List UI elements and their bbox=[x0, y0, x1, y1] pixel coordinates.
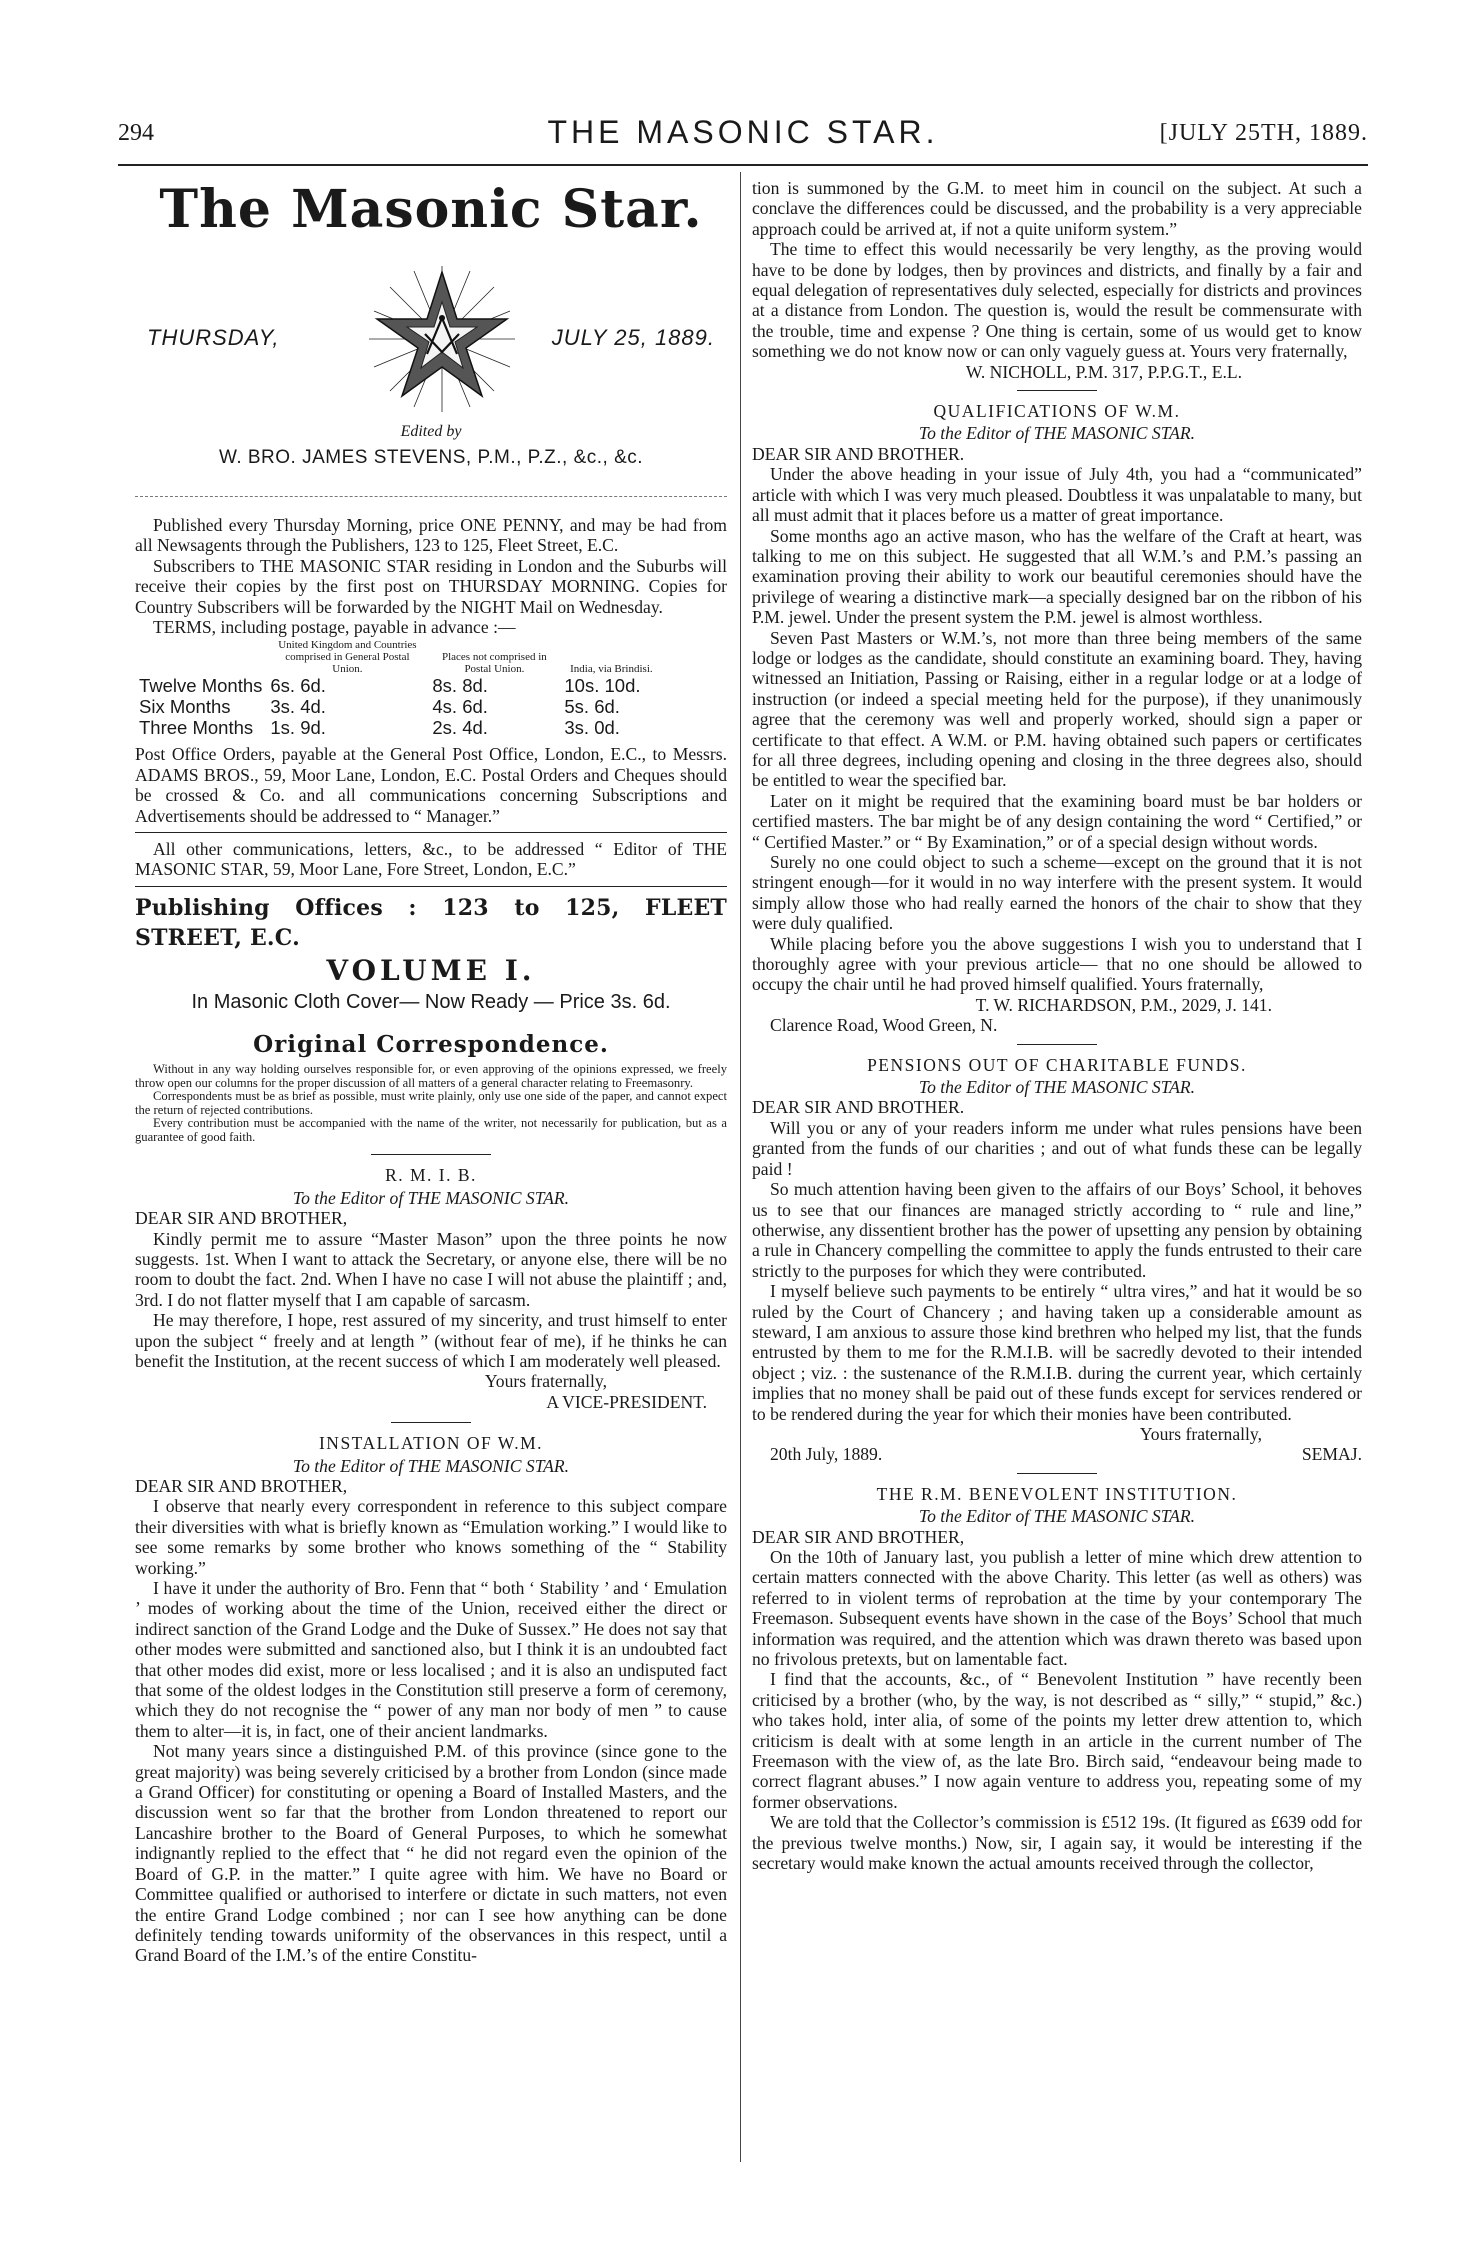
article-title: INSTALLATION OF W.M. bbox=[318, 1433, 544, 1454]
terms-intro: TERMS, including postage, payable in advance :— bbox=[153, 617, 516, 638]
volume-line: In Masonic Cloth Cover— Now Ready — Price 3s. 6d. bbox=[191, 990, 671, 1013]
closing: Yours fraternally, bbox=[1139, 1423, 1262, 1444]
letter-paragraph: Later on it might be required that the examining board must be bar holders or certified masters. The bar might be of any design containing the word “ Certified,” or “ Certified Master.” or “ By Examination,” or of a special design without words. bbox=[752, 790, 1362, 852]
letter-paragraph: tion is summoned by the G.M. to meet him in council on the subject. At such a conclave the differences could be discussed, and the probability is a very appreciable approach could be arrived at, if not a quite uniform system.” bbox=[752, 178, 1362, 239]
letter-paragraph: I myself believe such payments to be entirely “ ultra vires,” and hat it would be so ruled by the Court of Chancery ; and having taken up a considerable amount as steward, I am anxious to assure those kind brethren who helped my list, that the funds entrusted by them to me for the R.M.I.B. will be sacredly devoted to their intended object ; viz. : the sustenance of the R.M.I.B. during the current year, which certainly implies that no money shall be paid out of these funds except for services rendered or to be rendered during the year for which their monies have been contributed. bbox=[752, 1281, 1362, 1424]
correspondence-notes bbox=[135, 1063, 727, 1144]
sender-place: Clarence Road, Wood Green, N. bbox=[770, 1015, 998, 1036]
signature: T. W. RICHARDSON, P.M., 2029, J. 141. bbox=[975, 994, 1272, 1015]
terms-header: Places not comprised in Postal Union. bbox=[441, 651, 547, 676]
original-correspondence-heading: Original Correspondence. bbox=[253, 1030, 609, 1058]
short-rule bbox=[371, 1154, 491, 1155]
correspondence-note: Without in any way holding ourselves responsible for, or even approving of the opinions expressed, we freely throw open our columns for the proper discussion of all matters of a general character relating to Freemasonry. bbox=[135, 1062, 727, 1090]
terms-price: 3s. 0d. bbox=[564, 717, 620, 739]
subscription-terms-table bbox=[135, 639, 662, 738]
terms-price: 1s. 9d. bbox=[270, 717, 326, 739]
article-title: PENSIONS OUT OF CHARITABLE FUNDS. bbox=[867, 1054, 1247, 1075]
signature: W. NICHOLL, P.M. 317, P.P.G.T., E.L. bbox=[965, 361, 1242, 382]
subscriber-info: Subscribers to THE MASONIC STAR residing in London and the Suburbs will receive their copies by the first post on THURSDAY MORNING. Copies for Country Subscribers will be forwarded by the NIGHT Mail on Wednesday. bbox=[135, 555, 727, 617]
left-column bbox=[135, 178, 727, 1966]
salutation: DEAR SIR AND BROTHER, bbox=[135, 1475, 348, 1496]
column-divider bbox=[740, 172, 741, 2162]
section-rule bbox=[135, 832, 727, 833]
article-address: To the Editor of THE MASONIC STAR. bbox=[918, 1077, 1196, 1098]
terms-price: 4s. 6d. bbox=[432, 696, 488, 718]
right-column bbox=[752, 178, 1362, 1874]
letter-paragraph: Surely no one could object to such a scheme—except on the ground that it is not stringent enough—for it would in no way interfere with the present system. It would simply allow those who had really earned the honors of the chair to show that they were duly qualified. bbox=[752, 852, 1362, 934]
orders-info: Post Office Orders, payable at the General Post Office, London, E.C., to Messrs. ADAMS BROS., 59, Moor Lane, London, E.C. Postal Orders and Cheques should be crossed & Co. and all communications concerning Subscriptions and Advertisements should be addressed to “ Manager.” bbox=[135, 744, 727, 826]
publishing-offices: Publishing Offices : 123 to 125, FLEET STREET, E.C. bbox=[135, 894, 727, 951]
masthead-day: THURSDAY, bbox=[147, 325, 280, 350]
article-address: To the Editor of THE MASONIC STAR. bbox=[918, 1506, 1196, 1527]
masthead-edited-by: Edited by bbox=[400, 423, 462, 440]
terms-price: 6s. 6d. bbox=[270, 675, 326, 697]
masthead bbox=[135, 178, 727, 488]
header-rule bbox=[118, 164, 1368, 166]
volume-heading: VOLUME I. bbox=[326, 953, 536, 987]
star-square-compass-emblem-icon bbox=[367, 264, 517, 414]
correspondence-note: Correspondents must be as brief as possible, must write plainly, only use one side of the paper, and cannot expect the return of rejected contributions. bbox=[135, 1089, 727, 1117]
masthead-rule bbox=[135, 496, 727, 497]
letter-paragraph: Under the above heading in your issue of July 4th, you had a “communicated” article with which I was very much pleased. Doubtless it was unpalatable to many, but all must admit that it places before us a matter of great importance. bbox=[752, 464, 1362, 526]
terms-row bbox=[135, 717, 662, 738]
terms-header: United Kingdom and Countries comprised in General Postal Union. bbox=[278, 639, 417, 676]
correspondence-note: Every contribution must be accompanied with the name of the writer, not necessarily for publication, but as a guarantee of good faith. bbox=[135, 1116, 727, 1144]
article-title: R. M. I. B. bbox=[385, 1165, 477, 1186]
short-rule bbox=[391, 1422, 471, 1423]
terms-price: 10s. 10d. bbox=[564, 675, 641, 697]
article-address: To the Editor of THE MASONIC STAR. bbox=[292, 1187, 570, 1208]
article-title: THE R.M. BENEVOLENT INSTITUTION. bbox=[876, 1483, 1238, 1504]
terms-price: 8s. 8d. bbox=[432, 675, 488, 697]
page-number: 294 bbox=[118, 120, 154, 146]
masthead-editor: W. BRO. JAMES STEVENS, P.M., P.Z., &c., &c. bbox=[218, 447, 644, 468]
terms-price: 5s. 6d. bbox=[564, 696, 620, 718]
short-rule bbox=[1017, 1473, 1097, 1474]
issue-date: [JULY 25TH, 1889. bbox=[1159, 120, 1368, 146]
letter-paragraph: While placing before you the above suggestions I wish you to understand that I thoroughly agree with your previous article— that no one should be allowed to occupy the chair until he had proved himself qualified. Yours fraternally, bbox=[752, 933, 1362, 995]
article-title: QUALIFICATIONS OF W.M. bbox=[933, 401, 1181, 422]
letter-paragraph: I observe that nearly every correspondent in reference to this subject compare their diversities with what is briefly known as “Emulation working.” I would like to see some remarks by some brother who knows something of the “ Stability working.” bbox=[135, 1496, 727, 1578]
terms-row bbox=[135, 675, 662, 696]
salutation: DEAR SIR AND BROTHER. bbox=[752, 1097, 965, 1118]
letter-paragraph: Seven Past Masters or W.M.’s, not more than three being members of the same lodge or lodges as the candidate, should constitute an examining board. They, having witnessed an Initiation, Passing or Raising, either in a regular lodge or at a lodge of instruction (or indeed a special meeting held for the purpose), if they unanimously agree that the ceremony was well and properly worked, should sign a paper or certificate to that effect. A W.M. or P.M. having obtained such papers or certificates for all three degrees, including opening and closing in the three degrees also, should be entitled to wear the specified bar. bbox=[752, 627, 1362, 791]
letter-paragraph: He may therefore, I hope, rest assured of my sincerity, and trust himself to enter upon the subject “ freely and at length ” (without fear of me), if he thinks he can benefit the Institution, at the recent success of which I am moderately well pleased. bbox=[135, 1310, 727, 1371]
terms-price: 3s. 4d. bbox=[270, 696, 326, 718]
letter-paragraph: I have it under the authority of Bro. Fenn that “ both ‘ Stability ’ and ‘ Emulation ’ modes of working about the time of the Union, received either the direct or indirect sanction of the Grand Lodge and the Duke of Sussex.” He does not say that other modes were submitted and sanctioned also, but I think it is an undoubted fact that other modes did exist, more or less localised ; and it is also an undisputed fact that some of the oldest lodges in the Constitution still preserve a form of ceremony, which they do not recognise the “ power of any man nor body of men ” to cause them to alter—it is, in fact, one of their ancient landmarks. bbox=[135, 1578, 727, 1741]
terms-period: Twelve Months bbox=[139, 675, 263, 697]
newspaper-title: THE MASONIC STAR. bbox=[547, 114, 939, 150]
letter-paragraph: On the 10th of January last, you publish a letter of mine which drew attention to certain matters connected with the above Charity. This letter (as well as others) was referred to in violent terms of reprobation at the time by your contemporary The Freemason. Subsequent events have shown in the case of the Boys’ School that much information was required, and the attention which was drawn thereto was based upon no frivolous pretexts, but on lamentable fact. bbox=[752, 1547, 1362, 1670]
letter-date: 20th July, 1889. bbox=[770, 1444, 883, 1465]
masthead-date: JULY 25, 1889. bbox=[551, 325, 715, 350]
letter-paragraph: The time to effect this would necessarily be very lengthy, as the proving would have to be done by lodges, then by provinces and districts, and finally by a fair and equal delegation of representatives duly selected, especially for districts and provinces at a distance from London. The question is, would the result be commensurate with the trouble, time and expense ? One thing is certain, some of us would get to know something we do not know now or can only vaguely guess at. Yours very fraternally, bbox=[752, 239, 1362, 362]
terms-header: India, via Brindisi. bbox=[570, 663, 653, 676]
article-address: To the Editor of THE MASONIC STAR. bbox=[918, 423, 1196, 444]
masthead-title: The Masonic Star. bbox=[159, 179, 703, 240]
section-rule bbox=[135, 886, 727, 887]
terms-period: Three Months bbox=[139, 717, 254, 739]
letter-paragraph: Kindly permit me to assure “Master Mason” upon the three points he now suggests. 1st. When I want to attack the Secretary, or anyone else, there will be no room to doubt the fact. 2nd. When I have no case I will not abuse the plaintiff ; and, 3rd. I do not flatter myself that I am capable of sarcasm. bbox=[135, 1228, 727, 1310]
salutation: DEAR SIR AND BROTHER. bbox=[752, 443, 965, 464]
letter-paragraph: So much attention having been given to the affairs of our Boys’ School, it behoves us to see that our finances are managed strictly according to “ rule and line,” otherwise, any dissentient brother has the power of upsetting any pension by obtaining a rule in Chancery compelling the committee to apply the funds entrusted to their care strictly to the purposes for which they were contributed. bbox=[752, 1179, 1362, 1281]
editor-address: All other communications, letters, &c., to be addressed “ Editor of THE MASONIC STAR, 59, Moor Lane, Fore Street, London, E.C.” bbox=[135, 839, 727, 880]
sign-off bbox=[752, 1444, 1362, 1464]
terms-price: 2s. 4d. bbox=[432, 717, 488, 739]
letter-paragraph: Will you or any of your readers inform me under what rules pensions have been granted from the funds of our charities ; and out of what funds these can be legally paid ! bbox=[752, 1117, 1362, 1179]
publishing-info: Published every Thursday Morning, price ONE PENNY, and may be had from all Newsagents through the Publishers, 123 to 125, Fleet Street, E.C. bbox=[135, 515, 727, 556]
short-rule bbox=[1017, 1044, 1097, 1045]
salutation: DEAR SIR AND BROTHER, bbox=[752, 1526, 965, 1547]
terms-row bbox=[135, 696, 662, 717]
closing: Yours fraternally, bbox=[484, 1371, 607, 1392]
letter-paragraph: We are told that the Collector’s commission is £512 19s. (It figured as £639 odd for the previous twelve months.) Now, sir, I again say, it would be interesting if the secretary would make known the actual amounts received through the collector, bbox=[752, 1812, 1362, 1874]
terms-period: Six Months bbox=[139, 696, 231, 718]
letter-paragraph: I find that the accounts, &c., of “ Benevolent Institution ” have recently been criticised by a brother (who, by the way, is not described as “ silly,” “ stupid,” &c.) who takes hold, inter alia, of some of the points my letter drew attention to, which criticism is dealt with at some length in an article in the current number of The Freemason with the view of, as the late Bro. Birch said, “endeavour being made to correct flagrant abuses.” I now again venture to address you, repeating some of my former observations. bbox=[752, 1669, 1362, 1812]
signature: SEMAJ. bbox=[1301, 1444, 1362, 1465]
letter-paragraph: Some months ago an active mason, who has the welfare of the Craft at heart, was talking to me on this subject. He suggested that all W.M.’s and P.M.’s passing an examination proving their ability to work our beautiful ceremonies should have the privilege of wearing a distinctive mark—a specially designed bar on the ribbon of his P.M. jewel. Under the present system the P.M. jewel is almost worthless. bbox=[752, 525, 1362, 628]
salutation: DEAR SIR AND BROTHER, bbox=[135, 1208, 348, 1229]
article-address: To the Editor of THE MASONIC STAR. bbox=[292, 1455, 570, 1476]
letter-paragraph: Not many years since a distinguished P.M. of this province (since gone to the great majority) was being severely criticised by a brother from London (since made a Grand Officer) for constituting or opening a Board of Installed Masters, and the discussion went so far that the brother from London threatened to report our Lancashire brother to the Board of General Purposes, to which he somewhat indignantly replied to the effect that “ he did not regard even the opinion of the Board of G.P. in the matter.” I quite agree with him. We have no Board or Committee qualified or authorised to interfere or dictate in such matters, not even the entire Grand Lodge combined ; nor can I see how anything can be done definitely tending towards uniformity of the observances in this respect, until a Grand Board of the I.M.’s of the entire Constitu- bbox=[135, 1741, 727, 1966]
short-rule bbox=[1017, 390, 1097, 391]
running-header bbox=[118, 110, 1368, 162]
signature: A VICE-PRESIDENT. bbox=[546, 1391, 707, 1412]
